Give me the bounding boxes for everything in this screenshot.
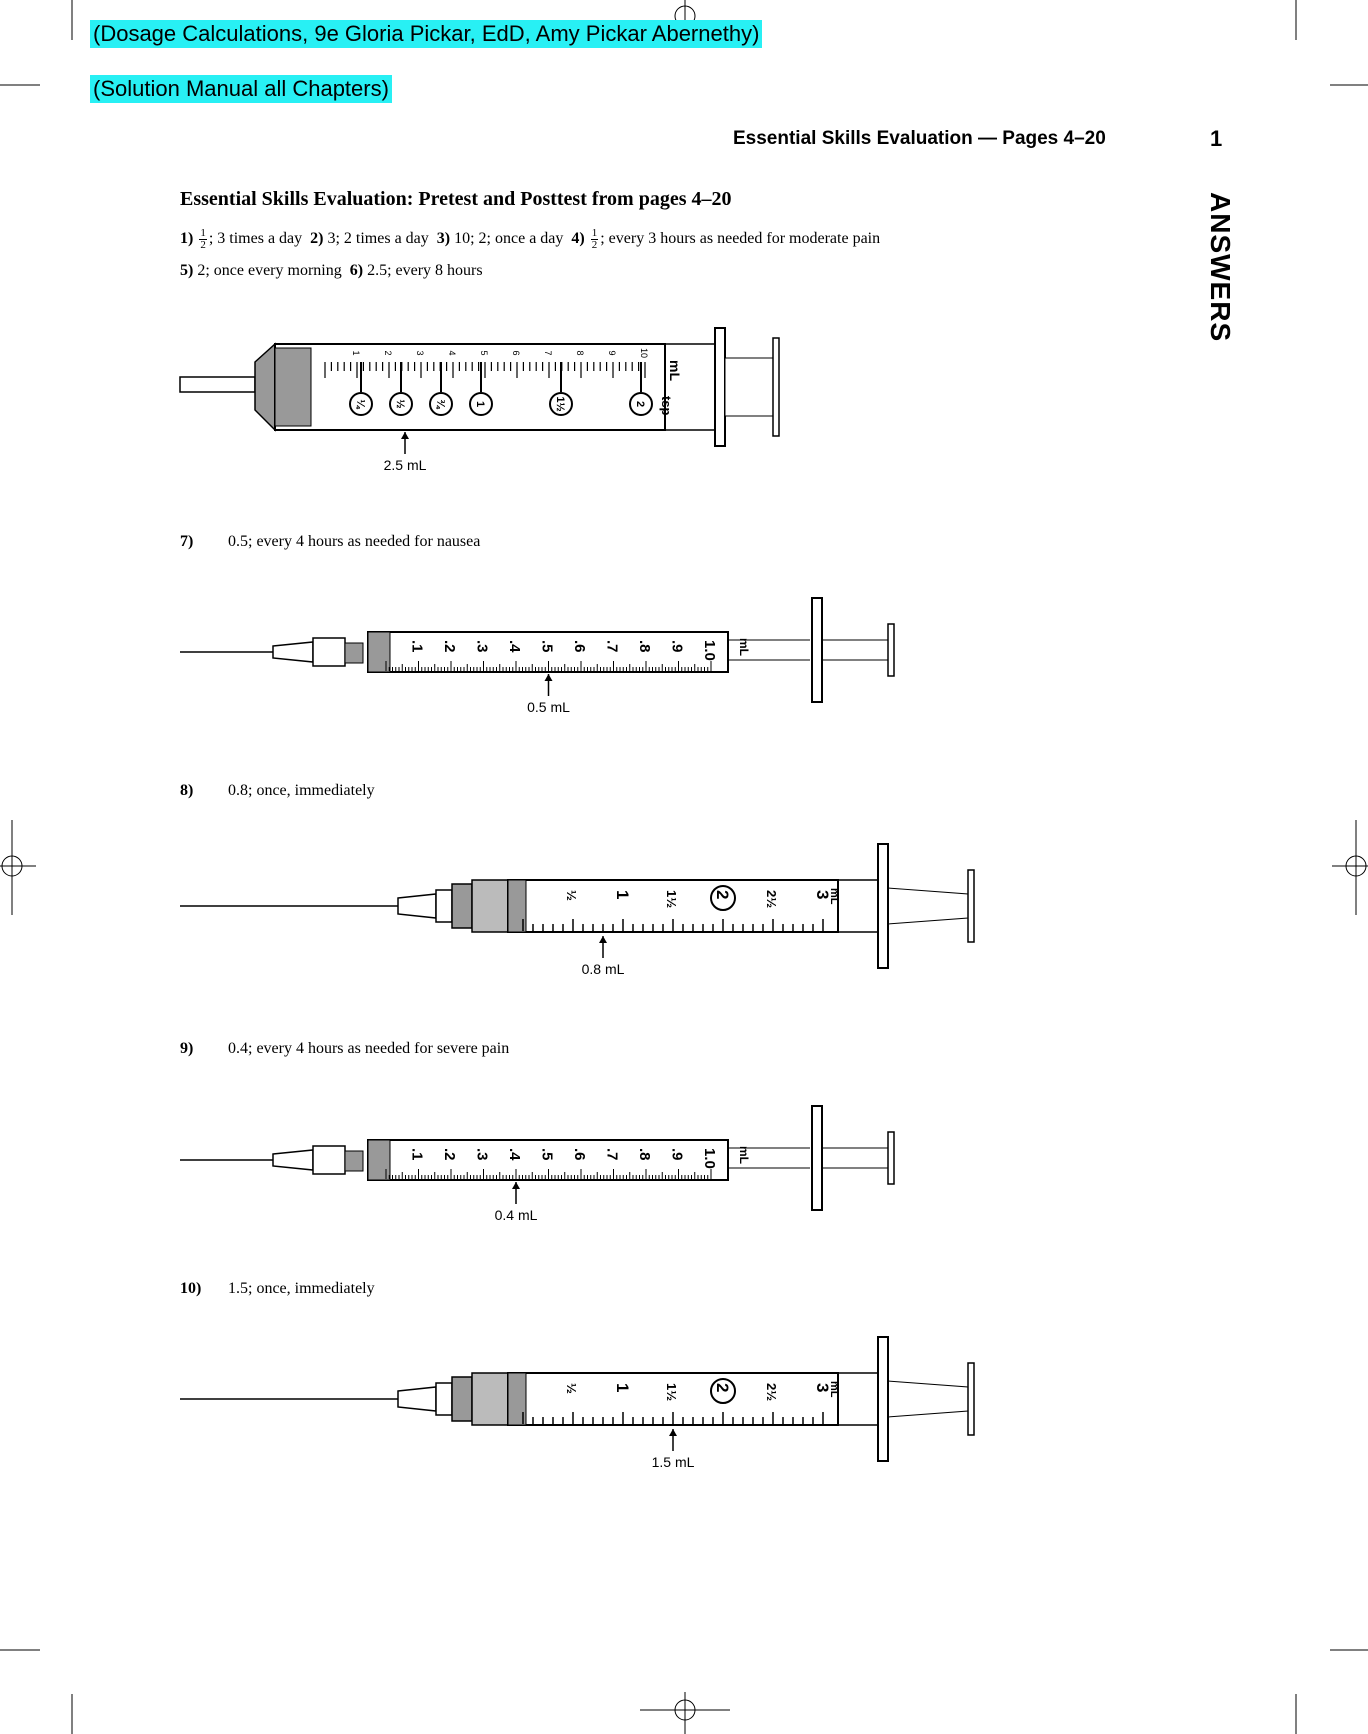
tsp-label: ¾ (434, 399, 446, 409)
luer-collar (452, 884, 472, 928)
tb-syringe-diagram (178, 1098, 898, 1238)
scale-label: 1 (351, 350, 361, 356)
answer-text: 10; 2; once a day (454, 230, 564, 248)
scale-label: 2 (713, 1383, 732, 1393)
syringe-barrel (275, 344, 665, 430)
dose-arrow-head (599, 936, 607, 943)
scale-label: 10 (639, 347, 649, 359)
plunger-thumb (968, 1363, 974, 1435)
scale-label: 5 (479, 350, 489, 356)
finger-flange (812, 598, 822, 702)
dose-arrow-head (512, 1182, 520, 1189)
running-header: Essential Skills Evaluation — Pages 4–20 (733, 128, 1106, 149)
answer-number: 1) (180, 230, 194, 248)
syringe-hub (472, 880, 508, 932)
unit-label: mL (828, 1381, 840, 1398)
luer-lock (313, 1146, 345, 1174)
luer-lock (313, 638, 345, 666)
unit-label: mL (667, 360, 683, 381)
question-answer: 1.5; once, immediately (228, 1280, 375, 1297)
scale-label: .6 (571, 1148, 588, 1161)
unit-label: mL (737, 638, 751, 656)
syringe-hub (472, 1373, 508, 1425)
dose-label: 0.4 mL (494, 1207, 538, 1223)
scale-label: 2½ (764, 1383, 779, 1402)
question-answer: 0.8; once, immediately (228, 782, 375, 799)
scale-label: 4 (447, 350, 457, 356)
plunger-rod (725, 358, 773, 416)
banner-title: (Dosage Calculations, 9e Gloria Pickar, EdD, Amy Pickar Abernethy) (90, 20, 762, 48)
tsp-label: 1½ (554, 396, 566, 412)
scale-label: 2½ (764, 890, 779, 909)
tsp-unit-label: tsp (659, 396, 674, 416)
needle-hub (398, 894, 436, 918)
plunger-rod (888, 1381, 968, 1417)
plunger-stopper (275, 348, 311, 426)
tb-syringe-diagram (178, 590, 898, 730)
tsp-label: ¼ (354, 399, 366, 409)
question-number: 7) (180, 533, 194, 550)
answer-number: 3) (436, 230, 451, 248)
banner-subtitle: (Solution Manual all Chapters) (90, 75, 392, 103)
scale-label: .3 (473, 640, 491, 653)
syringe-tip (180, 377, 255, 392)
answer-text: 3; 2 times a day (327, 230, 429, 248)
scale-label: .5 (538, 640, 556, 653)
fraction: $\frac{1}{2}$ (591, 227, 598, 251)
unit-label: mL (737, 1146, 751, 1164)
scale-label: .1 (408, 1148, 426, 1161)
scale-label: 1 (613, 890, 632, 900)
scale-label: 7 (543, 350, 553, 356)
scale-label: .9 (668, 1148, 686, 1161)
finger-flange (715, 328, 725, 446)
tsp-label: 1 (474, 400, 486, 408)
scale-label: 1½ (664, 890, 679, 909)
scale-label: 1.0 (701, 640, 718, 661)
luer-collar (452, 1377, 472, 1421)
needle-hub (273, 1150, 313, 1170)
scale-label: ½ (564, 1383, 579, 1394)
scale-label: 1.0 (701, 1148, 718, 1169)
needle-hub (273, 642, 313, 662)
scale-label: 9 (607, 350, 617, 356)
scale-label: 3 (813, 890, 832, 900)
tsp-label: 2 (634, 400, 646, 408)
answer-text: 2; once every morning (197, 262, 342, 279)
scale-label: ½ (564, 890, 579, 901)
plunger-rod (888, 888, 968, 924)
scale-label: 1 (613, 1383, 632, 1393)
dose-label: 2.5 mL (383, 457, 427, 473)
scale-label: .1 (408, 640, 426, 653)
oral-syringe-diagram (175, 322, 795, 482)
fraction: $\frac{1}{2}$ (200, 227, 206, 251)
plunger-stopper (368, 1140, 390, 1180)
scale-label: .8 (636, 640, 653, 653)
finger-flange (878, 1337, 888, 1461)
dose-label: 1.5 mL (651, 1454, 695, 1470)
scale-label: 6 (511, 350, 521, 356)
scale-label: .8 (636, 1148, 653, 1161)
finger-flange (812, 1106, 822, 1210)
dose-arrow-head (545, 674, 553, 681)
answer-text: ; 3 times a day (208, 230, 303, 248)
scale-label: .4 (506, 1148, 523, 1161)
dose-arrow-head (401, 432, 409, 439)
luer-lock (436, 1383, 452, 1415)
answer-text: 2.5; every 8 hours (367, 262, 483, 279)
answer-text: ; every 3 hours as needed for moderate pain (600, 230, 881, 248)
dose-label: 0.8 mL (581, 961, 625, 977)
side-tab: ANSWERS (1205, 192, 1236, 343)
question-answer: 0.4; every 4 hours as needed for severe pain (228, 1040, 510, 1057)
syringe-hub (255, 344, 275, 430)
plunger-thumb (773, 338, 779, 436)
tsp-label: ½ (394, 399, 406, 409)
scale-label: 8 (575, 350, 585, 356)
3ml-syringe-diagram (178, 840, 998, 990)
page-number: 1 (1210, 126, 1223, 151)
scale-label: .9 (668, 640, 686, 653)
scale-label: .3 (473, 1148, 491, 1161)
needle-hub (398, 1387, 436, 1411)
scale-label: 1½ (664, 1383, 679, 1402)
dose-arrow-head (669, 1429, 677, 1436)
answer-number: 2) (310, 230, 324, 248)
answer-number: 5) (180, 262, 194, 279)
plunger-stopper (368, 632, 390, 672)
scale-label: 3 (813, 1383, 832, 1393)
scale-label: .6 (571, 640, 588, 653)
scale-label: .7 (603, 640, 621, 653)
syringe-tip (345, 643, 363, 663)
scale-label: 3 (415, 350, 425, 356)
answers-1-4 (180, 228, 880, 251)
question-number: 8) (180, 782, 194, 799)
scale-label: .7 (603, 1148, 621, 1161)
question-answer: 0.5; every 4 hours as needed for nausea (228, 533, 481, 550)
syringe-tip (345, 1151, 363, 1171)
scale-label: .4 (506, 640, 523, 653)
finger-flange (878, 844, 888, 968)
plunger-thumb (888, 624, 894, 676)
scale-label: .5 (538, 1148, 556, 1161)
question-number: 10) (180, 1280, 202, 1297)
answer-number: 6) (349, 262, 364, 279)
unit-label: mL (828, 888, 840, 905)
plunger-thumb (888, 1132, 894, 1184)
question-number: 9) (180, 1040, 194, 1057)
scale-label: .2 (441, 1148, 458, 1161)
scale-label: 2 (713, 890, 732, 900)
answers-5-6 (180, 262, 483, 280)
dose-label: 0.5 mL (527, 699, 570, 715)
3ml-syringe-diagram (178, 1333, 998, 1483)
scale-label: 2 (383, 350, 393, 356)
section-title: Essential Skills Evaluation: Pretest and Posttest from pages 4–20 (180, 188, 732, 210)
scale-label: .2 (441, 640, 458, 653)
plunger-thumb (968, 870, 974, 942)
luer-lock (436, 890, 452, 922)
answer-number: 4) (571, 230, 585, 248)
